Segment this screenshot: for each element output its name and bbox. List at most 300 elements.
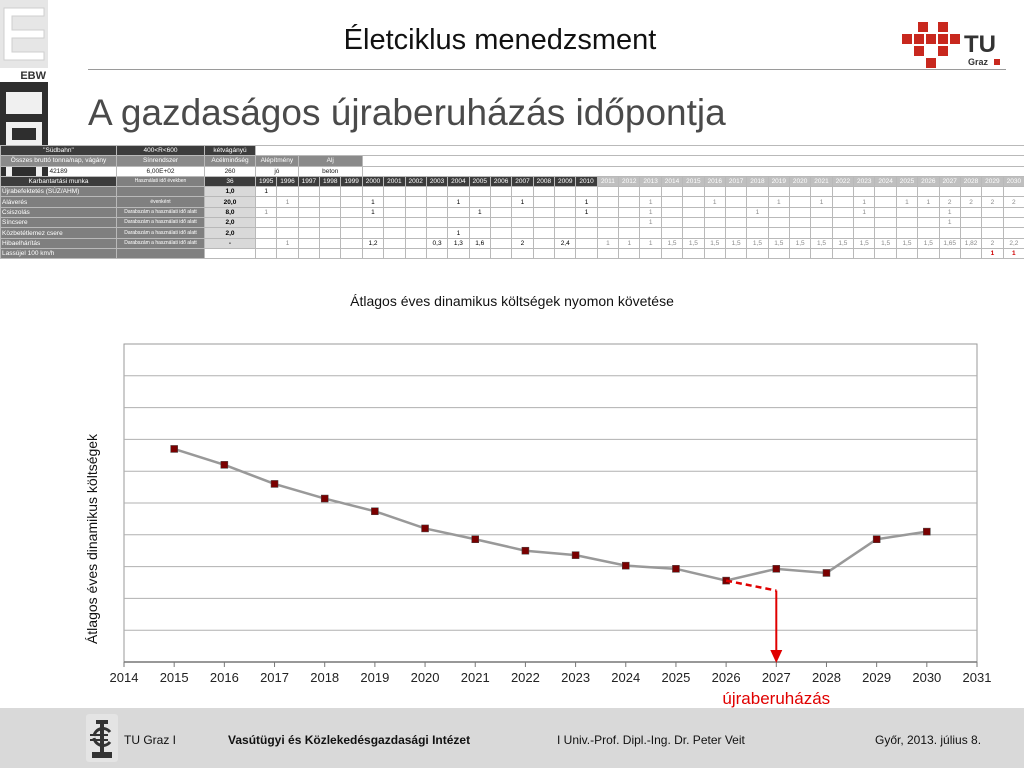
year-value-cell — [725, 187, 746, 197]
year-value-cell: 1 — [576, 207, 597, 217]
year-value-cell — [1003, 187, 1024, 197]
year-value-cell — [341, 248, 362, 258]
year-value-cell — [362, 187, 383, 197]
year-header-cell: 2002 — [405, 176, 426, 186]
year-value-cell: 1 — [982, 248, 1003, 258]
year-value-cell: 2 — [982, 238, 1003, 248]
year-value-cell — [384, 187, 405, 197]
year-header-cell: 2030 — [1003, 176, 1024, 186]
year-value-cell — [512, 207, 533, 217]
year-value-cell — [789, 218, 810, 228]
year-value-cell — [555, 228, 576, 238]
year-header-cell: 2022 — [832, 176, 853, 186]
param-label-cell: Alj — [298, 156, 362, 166]
year-value-cell — [298, 238, 319, 248]
x-tick-label: 2015 — [159, 670, 189, 685]
year-value-cell — [725, 248, 746, 258]
year-value-cell — [854, 218, 875, 228]
year-header-cell: 2016 — [704, 176, 725, 186]
year-value-cell — [597, 187, 618, 197]
year-value-cell: 1,5 — [811, 238, 832, 248]
year-value-cell — [768, 228, 789, 238]
year-value-cell — [811, 248, 832, 258]
year-value-cell — [704, 207, 725, 217]
year-value-cell — [725, 228, 746, 238]
year-value-cell: 2,2 — [1003, 238, 1024, 248]
year-value-cell — [768, 207, 789, 217]
year-value-cell — [747, 197, 768, 207]
year-value-cell — [448, 187, 469, 197]
data-point — [873, 536, 880, 543]
year-value-cell — [512, 228, 533, 238]
data-point — [472, 536, 479, 543]
year-value-cell — [362, 248, 383, 258]
year-value-cell — [875, 187, 896, 197]
year-value-cell — [789, 197, 810, 207]
year-header-cell: 2012 — [619, 176, 640, 186]
year-value-cell — [789, 248, 810, 258]
year-value-cell — [576, 218, 597, 228]
year-value-cell — [982, 218, 1003, 228]
year-value-cell — [469, 228, 490, 238]
year-header-cell: 2024 — [875, 176, 896, 186]
year-value-cell: 1,5 — [704, 238, 725, 248]
year-value-cell — [640, 248, 661, 258]
year-value-cell — [576, 187, 597, 197]
year-value-cell — [576, 248, 597, 258]
year-value-cell — [277, 187, 298, 197]
year-value-cell — [725, 207, 746, 217]
work-value-cell — [205, 248, 256, 258]
year-header-cell: 2019 — [768, 176, 789, 186]
year-header-cell: 2018 — [747, 176, 768, 186]
year-value-cell: 1 — [939, 218, 960, 228]
work-value-cell: - — [205, 238, 256, 248]
year-value-cell — [747, 218, 768, 228]
year-value-cell — [320, 207, 341, 217]
year-value-cell — [960, 228, 981, 238]
year-value-cell — [960, 187, 981, 197]
data-point — [321, 495, 328, 502]
data-point — [271, 480, 278, 487]
data-point — [923, 528, 930, 535]
year-value-cell — [405, 238, 426, 248]
year-value-cell — [747, 228, 768, 238]
year-value-cell: 1,5 — [661, 238, 682, 248]
year-value-cell — [875, 218, 896, 228]
year-value-cell — [320, 218, 341, 228]
year-value-cell — [619, 248, 640, 258]
table-row — [1, 176, 1024, 186]
svg-text:TU: TU — [964, 31, 996, 58]
year-value-cell — [555, 248, 576, 258]
year-value-cell: 1 — [811, 197, 832, 207]
year-value-cell — [832, 218, 853, 228]
year-header-cell: 2025 — [896, 176, 917, 186]
year-header-cell: 2014 — [661, 176, 682, 186]
year-value-cell — [533, 218, 554, 228]
year-value-cell — [619, 197, 640, 207]
year-value-cell: 1 — [640, 218, 661, 228]
institute-rail-icon — [84, 712, 120, 764]
year-value-cell — [918, 228, 939, 238]
year-value-cell — [426, 248, 447, 258]
year-value-cell: 2 — [939, 197, 960, 207]
year-value-cell — [725, 218, 746, 228]
year-value-cell: 1 — [918, 197, 939, 207]
year-value-cell — [789, 207, 810, 217]
year-value-cell — [490, 228, 511, 238]
x-tick-label: 2022 — [510, 670, 540, 685]
year-header-cell: 2021 — [811, 176, 832, 186]
year-header-cell: 2011 — [597, 176, 618, 186]
year-value-cell — [661, 207, 682, 217]
year-value-cell — [683, 248, 704, 258]
year-value-cell: 1,3 — [448, 238, 469, 248]
table-row — [1, 166, 1024, 176]
x-tick-label: 2029 — [862, 670, 892, 685]
year-value-cell — [811, 218, 832, 228]
year-value-cell — [725, 197, 746, 207]
year-value-cell — [768, 248, 789, 258]
year-value-cell — [597, 218, 618, 228]
x-tick-label: 2023 — [561, 670, 591, 685]
data-point — [572, 552, 579, 559]
year-value-cell — [405, 248, 426, 258]
year-value-cell — [256, 218, 277, 228]
year-value-cell — [512, 187, 533, 197]
year-header-cell: 2017 — [725, 176, 746, 186]
footer-institute: Vasútügyi és Közlekedésgazdasági Intézet — [228, 733, 471, 747]
year-value-cell: 1 — [768, 197, 789, 207]
param-header-cell: 400<R<600 — [117, 146, 205, 156]
footer-professor: I Univ.-Prof. Dipl.-Ing. Dr. Peter Veit — [557, 733, 745, 747]
year-value-cell — [298, 197, 319, 207]
year-value-cell — [918, 207, 939, 217]
year-value-cell: 1,5 — [768, 238, 789, 248]
year-value-cell — [405, 207, 426, 217]
year-value-cell — [597, 248, 618, 258]
year-value-cell — [597, 228, 618, 238]
x-tick-label: 2024 — [611, 670, 641, 685]
year-value-cell — [256, 238, 277, 248]
param-header-cell: kétvágányú — [205, 146, 256, 156]
svg-text:EBW: EBW — [20, 70, 46, 82]
work-label-cell: Csiszolás — [1, 207, 117, 217]
param-label-cell: Alépítmény — [256, 156, 299, 166]
table-cell — [362, 156, 1024, 166]
year-header-cell: 2020 — [789, 176, 810, 186]
param-value-cell: jó — [256, 166, 299, 176]
year-value-cell: 1 — [256, 187, 277, 197]
year-value-cell — [384, 228, 405, 238]
year-header-cell: 2003 — [426, 176, 447, 186]
year-value-cell: 1 — [448, 197, 469, 207]
year-value-cell — [875, 207, 896, 217]
year-value-cell — [704, 218, 725, 228]
year-value-cell — [533, 238, 554, 248]
year-value-cell — [704, 248, 725, 258]
work-label-cell: Újrabefektetés (SÚZ/AHM) — [1, 187, 117, 197]
year-value-cell — [683, 228, 704, 238]
year-value-cell: 2 — [512, 238, 533, 248]
work-sub-cell — [117, 248, 205, 258]
year-value-cell — [341, 187, 362, 197]
year-value-cell: 1 — [704, 197, 725, 207]
data-point — [371, 508, 378, 515]
year-header-cell: 2005 — [469, 176, 490, 186]
year-value-cell — [704, 187, 725, 197]
year-value-cell — [683, 218, 704, 228]
year-value-cell — [341, 197, 362, 207]
year-value-cell: 2 — [1003, 197, 1024, 207]
year-value-cell: 1,65 — [939, 238, 960, 248]
year-value-cell — [512, 218, 533, 228]
svg-text:Graz: Graz — [968, 57, 989, 67]
year-value-cell — [362, 218, 383, 228]
year-value-cell — [619, 228, 640, 238]
year-value-cell: 1 — [896, 197, 917, 207]
work-label-cell: Lassújel 100 km/h — [1, 248, 117, 258]
year-value-cell — [918, 187, 939, 197]
year-value-cell — [661, 248, 682, 258]
data-point — [171, 445, 178, 452]
year-value-cell — [832, 187, 853, 197]
cost-line-chart — [0, 330, 1024, 708]
work-value-cell: 2,0 — [205, 218, 256, 228]
table-row — [1, 228, 1024, 238]
year-header-cell: 2026 — [918, 176, 939, 186]
year-value-cell: 1,2 — [362, 238, 383, 248]
year-value-cell: 1,5 — [789, 238, 810, 248]
year-value-cell: 1,82 — [960, 238, 981, 248]
year-value-cell — [918, 248, 939, 258]
table-row — [1, 146, 1024, 156]
work-value-cell: 2,0 — [205, 228, 256, 238]
year-value-cell — [490, 218, 511, 228]
year-value-cell — [619, 187, 640, 197]
x-tick-label: 2020 — [410, 670, 440, 685]
x-tick-label: 2027 — [761, 670, 791, 685]
year-value-cell — [448, 207, 469, 217]
year-value-cell — [854, 228, 875, 238]
year-value-cell — [533, 207, 554, 217]
param-label-cell: Összes bruttó tonna/nap, vágány — [1, 156, 117, 166]
year-value-cell: 1 — [448, 228, 469, 238]
year-value-cell: 1,5 — [896, 238, 917, 248]
chart-title: Átlagos éves dinamikus költségek nyomon követése — [350, 293, 674, 309]
year-value-cell — [341, 207, 362, 217]
annotation-label: újraberuházás — [722, 689, 831, 708]
year-value-cell: 1 — [640, 207, 661, 217]
param-header-cell: "Südbahn" — [1, 146, 117, 156]
data-point — [773, 565, 780, 572]
year-value-cell — [533, 228, 554, 238]
year-value-cell — [256, 248, 277, 258]
year-value-cell — [939, 228, 960, 238]
year-value-cell — [469, 218, 490, 228]
year-value-cell — [277, 228, 298, 238]
work-label-cell: Hibaelhárítás — [1, 238, 117, 248]
param-label-cell: Sínrendszer — [117, 156, 205, 166]
year-value-cell — [854, 187, 875, 197]
slide-title: A gazdaságos újraberuházás időpontja — [88, 92, 726, 133]
year-value-cell — [533, 187, 554, 197]
footer-date: Győr, 2013. július 8. — [875, 733, 982, 747]
year-value-cell: 2 — [982, 197, 1003, 207]
x-tick-label: 2025 — [661, 670, 691, 685]
year-value-cell — [277, 248, 298, 258]
work-sub-cell: Darabszám a használati idő alatt — [117, 238, 205, 248]
data-point — [422, 525, 429, 532]
work-sub-cell: évenként — [117, 197, 205, 207]
year-value-cell — [555, 187, 576, 197]
year-value-cell — [789, 228, 810, 238]
year-value-cell — [939, 187, 960, 197]
year-value-cell — [683, 207, 704, 217]
year-value-cell — [384, 207, 405, 217]
lifetime-value-cell: 36 — [205, 176, 256, 186]
year-value-cell — [555, 197, 576, 207]
year-value-cell — [982, 228, 1003, 238]
table-row — [1, 238, 1024, 248]
year-value-cell — [298, 228, 319, 238]
year-value-cell — [405, 187, 426, 197]
year-value-cell — [469, 197, 490, 207]
year-value-cell — [960, 218, 981, 228]
work-label-cell: Síncsere — [1, 218, 117, 228]
year-header-cell: 2006 — [490, 176, 511, 186]
x-tick-label: 2016 — [209, 670, 239, 685]
year-value-cell — [426, 187, 447, 197]
footer-university: TU Graz I — [124, 733, 177, 747]
year-value-cell: 1 — [640, 238, 661, 248]
year-header-cell: 2029 — [982, 176, 1003, 186]
year-value-cell — [768, 218, 789, 228]
year-value-cell: 1,5 — [683, 238, 704, 248]
year-value-cell — [1003, 218, 1024, 228]
param-value-cell: beton — [298, 166, 362, 176]
year-header-cell: 1996 — [277, 176, 298, 186]
table-row — [1, 248, 1024, 258]
table-row — [1, 218, 1024, 228]
work-label-cell: Közbetétlemez csere — [1, 228, 117, 238]
year-value-cell — [661, 228, 682, 238]
year-header-cell: 2008 — [533, 176, 554, 186]
year-value-cell — [875, 248, 896, 258]
year-value-cell: 1,5 — [854, 238, 875, 248]
year-value-cell: 1 — [469, 207, 490, 217]
year-value-cell — [469, 187, 490, 197]
data-point — [823, 569, 830, 576]
year-header-cell: 2015 — [683, 176, 704, 186]
year-value-cell — [405, 218, 426, 228]
maintenance-table — [0, 145, 1024, 259]
year-header-cell: 1997 — [298, 176, 319, 186]
data-point — [522, 547, 529, 554]
year-value-cell — [469, 248, 490, 258]
work-value-cell: 20,0 — [205, 197, 256, 207]
year-value-cell: 1,5 — [747, 238, 768, 248]
work-sub-cell: Darabszám a használati idő alatt — [117, 228, 205, 238]
year-value-cell — [576, 238, 597, 248]
year-value-cell — [960, 207, 981, 217]
year-value-cell: 2,4 — [555, 238, 576, 248]
year-value-cell — [384, 248, 405, 258]
year-header-cell: 2013 — [640, 176, 661, 186]
table-row — [1, 197, 1024, 207]
year-value-cell: 1 — [362, 207, 383, 217]
year-value-cell — [490, 187, 511, 197]
work-sub-cell: Darabszám a használati idő alatt — [117, 207, 205, 217]
year-value-cell — [960, 248, 981, 258]
year-value-cell — [832, 197, 853, 207]
lifetime-header-cell: Használati idő években — [117, 176, 205, 186]
year-value-cell — [448, 248, 469, 258]
year-value-cell — [320, 187, 341, 197]
year-value-cell — [982, 187, 1003, 197]
year-value-cell — [341, 218, 362, 228]
year-value-cell — [384, 238, 405, 248]
year-value-cell — [597, 207, 618, 217]
year-value-cell — [704, 228, 725, 238]
year-value-cell — [1003, 228, 1024, 238]
year-value-cell — [533, 248, 554, 258]
year-value-cell — [320, 248, 341, 258]
year-value-cell: 1 — [597, 238, 618, 248]
year-value-cell: 1 — [362, 197, 383, 207]
year-value-cell — [320, 197, 341, 207]
work-value-cell: 1,0 — [205, 187, 256, 197]
work-header-cell: Karbantartási munka — [1, 176, 117, 186]
work-sub-cell — [117, 187, 205, 197]
year-value-cell — [661, 197, 682, 207]
year-value-cell — [384, 197, 405, 207]
year-value-cell: 1 — [747, 207, 768, 217]
param-value-cell: 6,00E+02 — [117, 166, 205, 176]
year-value-cell: 0,3 — [426, 238, 447, 248]
year-value-cell — [875, 228, 896, 238]
year-value-cell — [939, 248, 960, 258]
param-label-cell: Acélminőség — [205, 156, 256, 166]
year-value-cell — [426, 228, 447, 238]
year-value-cell — [448, 218, 469, 228]
year-header-cell: 1999 — [341, 176, 362, 186]
year-value-cell — [832, 207, 853, 217]
year-value-cell — [490, 248, 511, 258]
x-tick-label: 2017 — [260, 670, 289, 685]
year-value-cell: 1 — [619, 238, 640, 248]
year-value-cell — [811, 207, 832, 217]
year-header-cell: 2010 — [576, 176, 597, 186]
year-value-cell: 1,5 — [875, 238, 896, 248]
year-value-cell — [597, 197, 618, 207]
year-value-cell: 1 — [640, 197, 661, 207]
year-value-cell — [640, 228, 661, 238]
tugraz-logo — [898, 22, 1010, 68]
x-tick-label: 2018 — [310, 670, 340, 685]
year-value-cell: 1 — [256, 207, 277, 217]
data-point — [221, 461, 228, 468]
year-value-cell — [490, 207, 511, 217]
year-value-cell: 1,5 — [918, 238, 939, 248]
year-value-cell — [640, 187, 661, 197]
work-sub-cell: Darabszám a használati idő alatt — [117, 218, 205, 228]
year-value-cell — [320, 228, 341, 238]
year-value-cell — [619, 218, 640, 228]
year-value-cell — [918, 218, 939, 228]
year-value-cell — [854, 248, 875, 258]
